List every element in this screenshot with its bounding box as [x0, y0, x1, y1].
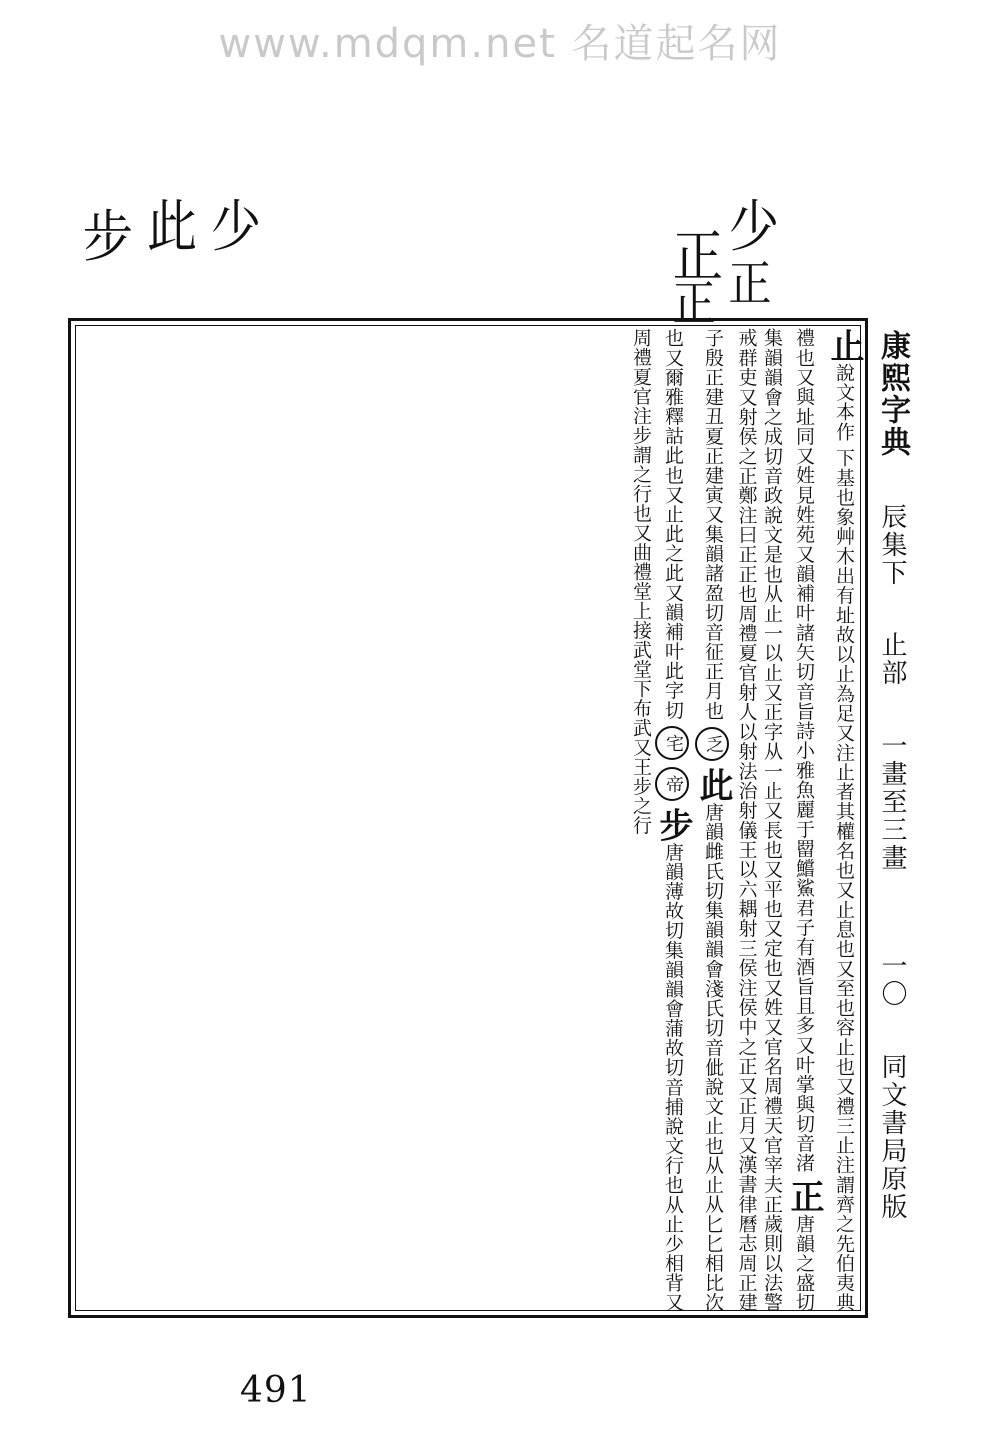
- entry-text: 唐韻雌氏切集韻韻會淺氏切音佌說文止也从止从匕匕相比次也又爾雅釋詁此也又止此之此又韻補叶此字切: [662, 328, 724, 1312]
- folio-number: 一〇: [877, 952, 907, 1009]
- radical-name: 止部: [877, 631, 907, 688]
- entry-text: 說文本作 下基也象艸木出有址故以止為足又注止者其權名也又止息也又至也容止也又禮三止注謂齊之先伯夷典禮也又與址同又姓見姓苑又韻補叶諸矢切音旨詩小雅魚麗于罶鱨鯊君子有酒旨且多又叶掌與切音渚: [793, 328, 855, 1312]
- entry-headword: 步: [653, 807, 693, 843]
- minor-headword: 帝: [655, 767, 689, 801]
- entry-headword: 正: [784, 1179, 824, 1214]
- dictionary-body: [74, 328, 864, 1312]
- entry-text: 唐韻之盛切集韻韻會之成切音政說文是也从止一以止又正字从一止又長也又平也又定也又姓又官名周禮天官宰夫正歲則以法警戒群吏又射侯之正鄭注曰正正也周禮夏官射人以射法治射儀王以六耦射三侯注侯中之正又正月又漢書律曆志周正建子殷正建丑夏正建寅又集韻諸盈切音征正月也: [702, 328, 815, 1312]
- seal-script-right: 正 少 正 正: [672, 195, 780, 332]
- publisher-name: 同文書局原版: [877, 1052, 907, 1221]
- header-column: [870, 330, 914, 1310]
- minor-headword: 宅: [655, 726, 689, 760]
- entry-headword: 此: [693, 767, 733, 803]
- minor-headword: 乏: [695, 727, 729, 761]
- seal-script-left: 步 此 少: [82, 195, 262, 270]
- watermark-text: www.mdqm.net 名道起名网: [218, 21, 782, 67]
- stroke-range: 一畫至三畫: [877, 731, 907, 872]
- section-name: 辰集下: [877, 502, 907, 587]
- book-title: 康熙字典: [875, 330, 910, 458]
- page-number: 491: [240, 1370, 312, 1411]
- entry-text: 唐韻薄故切集韻韻會蒲故切音捕說文行也从止少相背又周禮夏官注步謂之行也又曲禮堂上接武堂下布武又王步之行: [630, 328, 684, 1312]
- entry-headword: 止: [824, 328, 864, 363]
